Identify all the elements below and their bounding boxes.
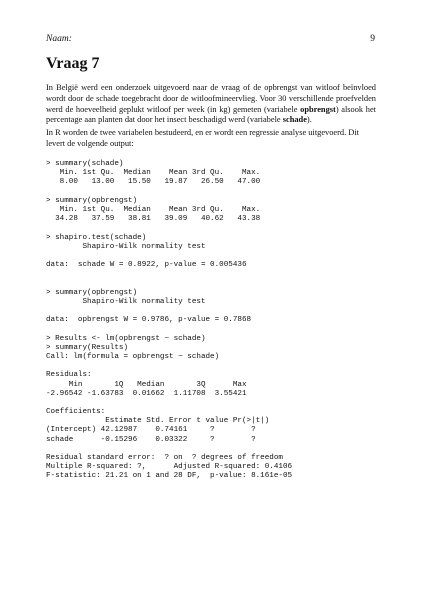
name-label: Naam:: [46, 34, 72, 44]
r-output-line: data: schade W = 0.8922, p-value = 0.005436: [46, 261, 247, 270]
r-output-line: 8.00 13.00 15.50 19.87 26.50 47.00: [46, 178, 261, 187]
page-header: [46, 34, 375, 48]
variable-opbrengst: opbrengst: [300, 104, 336, 114]
r-output-line: Multiple R-squared: ?, Adjusted R-squared: 0.4106: [46, 463, 293, 472]
r-output-line: Residuals:: [46, 371, 92, 380]
r-output-line: Coefficients:: [46, 408, 106, 417]
r-output-line: schade -0.15296 0.03322 ? ?: [46, 435, 256, 444]
page-number: 9: [370, 34, 375, 44]
r-output-line: [46, 279, 386, 288]
r-output-line: > summary(Results): [46, 343, 129, 352]
r-output-line: Estimate Std. Error t value Pr(>|t|): [46, 417, 270, 426]
r-output-line: F-statistic: 21.21 on 1 and 28 DF, p-value: 8.161e-05: [46, 472, 293, 481]
r-output-line: [46, 270, 386, 279]
r-output-line: [46, 445, 386, 454]
r-output-line: Residual standard error: ? on ? degrees of freedom: [46, 454, 283, 462]
r-console-output: [46, 160, 386, 482]
intro-paragraph-2: In R worden de twee variabelen bestudeerd, en er wordt een regressie analyse uitgevoerd. Dit levert de volgende output:: [46, 128, 360, 148]
r-output-line: > summary(opbrengst): [46, 196, 138, 205]
question-intro-2: [46, 128, 376, 150]
r-output-line: Min 1Q Median 3Q Max: [46, 380, 247, 389]
variable-schade: schade: [282, 115, 307, 125]
question-intro: [46, 83, 376, 126]
intro-paragraph-1: [46, 83, 376, 126]
r-output-line: > summary(schade): [46, 160, 124, 168]
intro-text-a: In België werd een onderzoek uitgevoerd naar de vraag of de opbrengst van witloof beïnvloed wordt door de schade toegebracht door de witloofmineervlieg. Voor 30 verschillende proefvelden werd de hoeveelheid geplukt witloof per week (in kg) gemeten (variabele: [46, 83, 376, 114]
r-output-line: 34.28 37.59 38.81 39.09 40.62 43.38: [46, 215, 261, 224]
r-output-line: [46, 188, 386, 197]
r-output-line: [46, 307, 386, 316]
question-title: Vraag 7: [46, 55, 100, 72]
intro-text-c: ).: [306, 115, 312, 125]
intro-text-b: ) alsook het percentage aan planten dat door het insect beschadigd werd (variabele: [46, 104, 376, 125]
r-output-line: -2.96542 -1.63783 0.01662 1.11708 3.55421: [46, 389, 247, 398]
r-output-line: [46, 325, 386, 334]
r-output-line: [46, 224, 386, 233]
r-output-line: Min. 1st Qu. Median Mean 3rd Qu. Max.: [46, 169, 261, 178]
r-output-line: data: opbrengst W = 0.9786, p-value = 0.7868: [46, 316, 252, 325]
r-output-line: > Results <- lm(opbrengst ~ schade): [46, 334, 206, 343]
r-output-line: (Intercept) 42.12987 0.74161 ? ?: [46, 426, 256, 435]
r-output-line: > shapiro.test(schade): [46, 233, 147, 242]
r-output-line: Min. 1st Qu. Median Mean 3rd Qu. Max.: [46, 205, 261, 214]
r-output-line: Call: lm(formula = opbrengst ~ schade): [46, 352, 220, 361]
r-output-line: > summary(opbrengst): [46, 288, 138, 297]
r-output-line: Shapiro-Wilk normality test: [46, 242, 206, 251]
r-output-line: [46, 399, 386, 408]
r-output-line: [46, 252, 386, 261]
r-output-line: Shapiro-Wilk normality test: [46, 297, 206, 306]
r-output-line: [46, 362, 386, 371]
